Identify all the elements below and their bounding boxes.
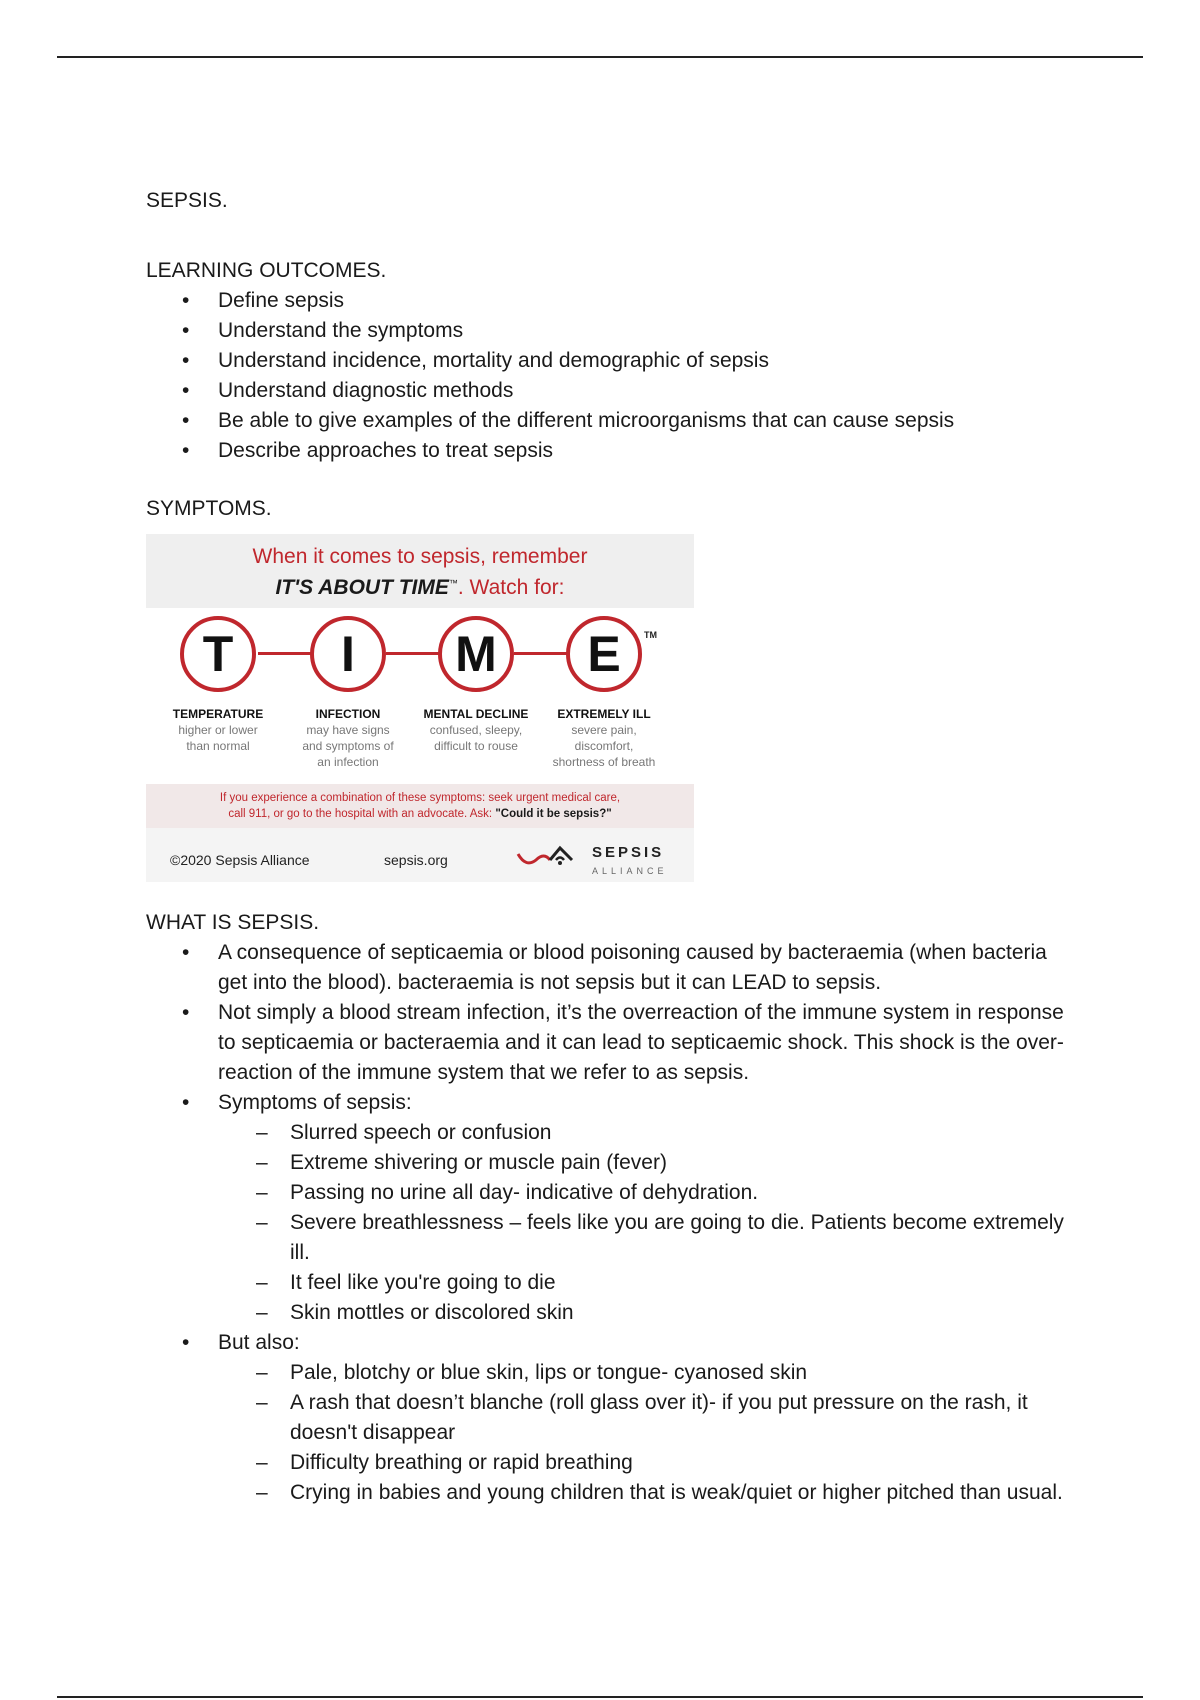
letter-t-circle: T	[180, 616, 256, 692]
letter-m-circle: M	[438, 616, 514, 692]
warning-text: call 911, or go to the hospital with an advocate. Ask:	[228, 808, 496, 820]
sub-list-item: – Severe breathlessness – feels like you are going to die. Patients become extremely ill.	[146, 1208, 1066, 1268]
sub-list-item: – Pale, blotchy or blue skin, lips or tongue- cyanosed skin	[146, 1358, 1066, 1388]
infographic-footer	[146, 828, 694, 882]
learning-outcomes-heading: LEARNING OUTCOMES.	[146, 259, 387, 282]
caption-line: confused, sleepy,	[429, 723, 523, 737]
sub-list-item: – Passing no urine all day- indicative of dehydration.	[146, 1178, 1066, 1208]
what-is-sepsis-list	[146, 938, 1066, 1508]
caption-extremely-ill	[539, 706, 669, 770]
letter-i-circle: I	[310, 616, 386, 692]
tm-mark: ™	[448, 578, 458, 588]
warning-quote: "Could it be sepsis?"	[495, 808, 612, 820]
caption-title: MENTAL DECLINE	[423, 707, 529, 721]
list-item: • Define sepsis	[146, 286, 1066, 316]
list-item: • Understand the symptoms	[146, 316, 1066, 346]
caption-mental-decline	[411, 706, 541, 754]
list-item-label: But also:	[218, 1331, 300, 1354]
trademark-label: TM	[644, 630, 657, 640]
sub-list-item: – It feel like you're going to die	[146, 1268, 1066, 1298]
caption-line: discomfort,	[574, 739, 634, 753]
list-item: • Be able to give examples of the different microorganisms that can cause sepsis	[146, 406, 1066, 436]
caption-infection	[283, 706, 413, 770]
sub-list-item: – Crying in babies and young children that is weak/quiet or higher pitched than usual.	[146, 1478, 1066, 1508]
copyright-text: ©2020 Sepsis Alliance	[170, 852, 310, 868]
list-item: • Not simply a blood stream infection, it’s the overreaction of the immune system in response to septicaemia or bacteraemia and it can lead to septicaemic shock. This shock is the over-reaction of the immune system that we refer to as sepsis.	[146, 998, 1066, 1088]
logo-word-sepsis: SEPSIS	[592, 844, 665, 861]
list-item-symptoms	[146, 1088, 1066, 1328]
list-item-label: Symptoms of sepsis:	[218, 1091, 412, 1114]
caption-line: and symptoms of	[302, 739, 394, 753]
learning-outcomes-list	[146, 286, 1066, 466]
caption-title: TEMPERATURE	[172, 707, 264, 721]
infographic-header	[146, 534, 694, 608]
caption-line: may have signs	[306, 723, 390, 737]
caption-line: than normal	[186, 739, 250, 753]
sub-list-item: – Skin mottles or discolored skin	[146, 1298, 1066, 1328]
list-item: • Understand diagnostic methods	[146, 376, 1066, 406]
sub-list-item: – Extreme shivering or muscle pain (fever)	[146, 1148, 1066, 1178]
warning-line-1: If you experience a combination of these symptoms: seek urgent medical care,	[219, 792, 621, 804]
footer-rule	[57, 1696, 1143, 1698]
time-infographic	[146, 534, 694, 882]
infographic-headline-1: When it comes to sepsis, remember	[252, 545, 588, 568]
caption-line: higher or lower	[178, 723, 258, 737]
but-also-sublist	[218, 1358, 1066, 1508]
caption-line: severe pain,	[571, 723, 637, 737]
infographic-headline-2	[146, 570, 694, 601]
sepsis-alliance-logo-icon	[516, 840, 588, 870]
connector-line	[514, 652, 570, 655]
doc-title: SEPSIS.	[146, 189, 228, 212]
sub-list-item: – Slurred speech or confusion	[146, 1118, 1066, 1148]
its-about-time-text: IT'S ABOUT TIME	[275, 576, 449, 599]
list-item: • A consequence of septicaemia or blood poisoning caused by bacteraemia (when bacteria get into the blood). bacteraemia is not sepsis but it can LEAD to sepsis.	[146, 938, 1066, 998]
symptoms-heading: SYMPTOMS.	[146, 497, 272, 520]
caption-title: INFECTION	[315, 707, 381, 721]
time-letters	[146, 608, 694, 784]
list-item-but-also	[146, 1328, 1066, 1508]
letter-e-circle: E	[566, 616, 642, 692]
warning-line-2	[146, 806, 694, 822]
caption-line: an infection	[317, 755, 379, 769]
header-rule	[57, 56, 1143, 58]
sub-list-item: – Difficulty breathing or rapid breathing	[146, 1448, 1066, 1478]
symptoms-sublist	[218, 1118, 1066, 1328]
caption-line: difficult to rouse	[434, 739, 518, 753]
caption-title: EXTREMELY ILL	[557, 707, 651, 721]
connector-line	[386, 652, 442, 655]
website-text: sepsis.org	[384, 852, 448, 868]
list-item: • Describe approaches to treat sepsis	[146, 436, 1066, 466]
connector-line	[258, 652, 314, 655]
caption-temperature	[153, 706, 283, 754]
caption-line: shortness of breath	[552, 755, 656, 769]
document-body	[146, 186, 1066, 1508]
sub-list-item: – A rash that doesn’t blanche (roll glass over it)- if you put pressure on the rash, it doesn't disappear	[146, 1388, 1066, 1448]
list-item: • Understand incidence, mortality and demographic of sepsis	[146, 346, 1066, 376]
watch-for-text: . Watch for:	[457, 576, 565, 599]
logo-word-alliance: ALLIANCE	[592, 866, 668, 876]
what-is-sepsis-heading: WHAT IS SEPSIS.	[146, 911, 320, 934]
infographic-warning	[146, 784, 694, 828]
